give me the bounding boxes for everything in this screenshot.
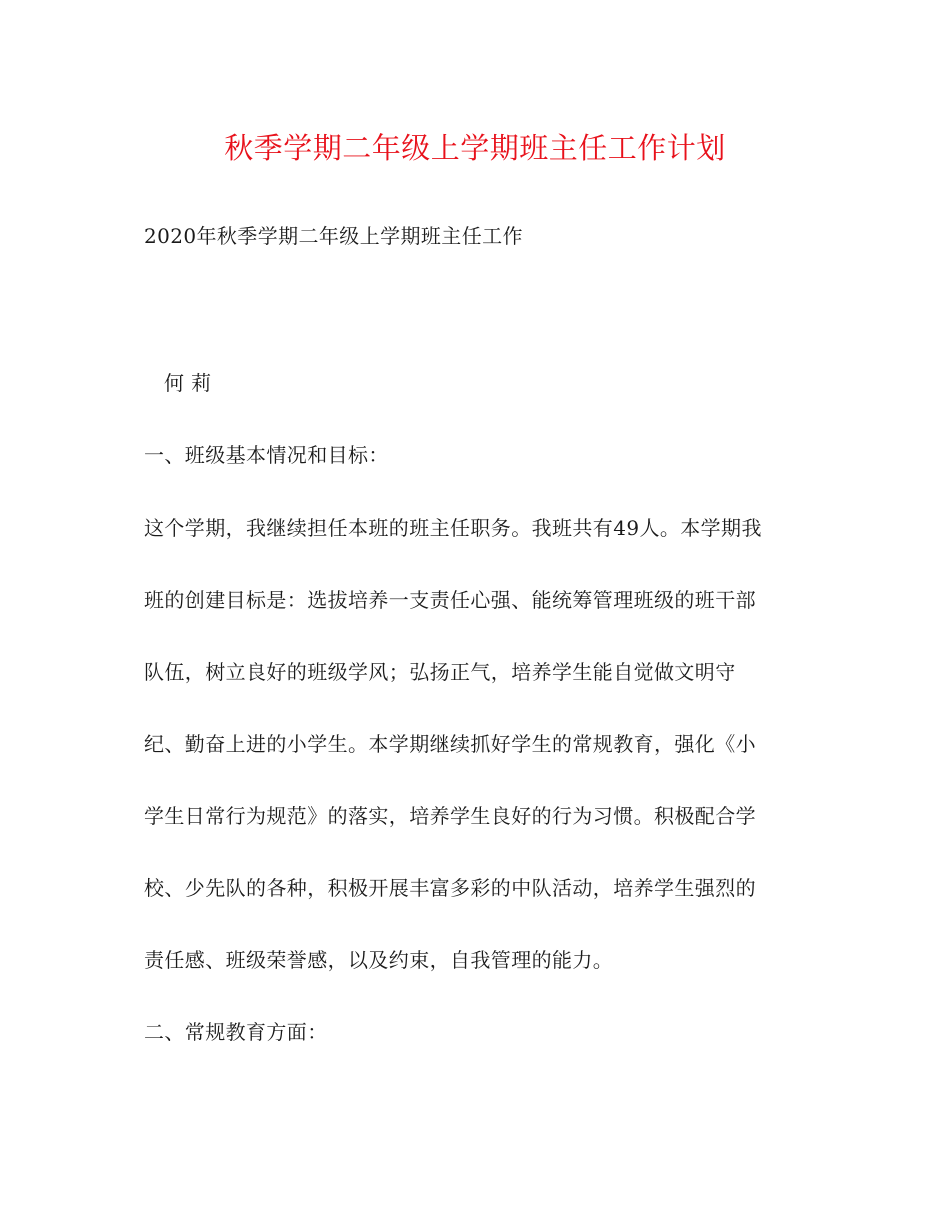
paragraph-line: 学生日常行为规范》的落实，培养学生良好的行为习惯。积极配合学 (144, 804, 756, 828)
section-heading-2: 二、常规教育方面： (144, 1020, 328, 1044)
paragraph-line: 这个学期，我继续担任本班的班主任职务。我班共有49人。本学期我 (144, 516, 762, 540)
paragraph-line: 队伍，树立良好的班级学风；弘扬正气，培养学生能自觉做文明守 (144, 660, 736, 684)
paragraph-line: 班的创建目标是：选拔培养一支责任心强、能统筹管理班级的班干部 (144, 588, 756, 612)
paragraph-line: 责任感、班级荣誉感，以及约束，自我管理的能力。 (144, 948, 614, 972)
document-subtitle: 2020年秋季学期二年级上学期班主任工作 (144, 224, 523, 248)
section-heading-1: 一、班级基本情况和目标： (144, 443, 389, 467)
section-1-paragraph (144, 513, 824, 1017)
paragraph-line: 校、少先队的各种，积极开展丰富多彩的中队活动，培养学生强烈的 (144, 876, 756, 900)
author-name: 何 莉 (164, 371, 212, 395)
paragraph-line: 纪、勤奋上进的小学生。本学期继续抓好学生的常规教育，强化《小 (144, 732, 756, 756)
document-title: 秋季学期二年级上学期班主任工作计划 (224, 131, 726, 165)
